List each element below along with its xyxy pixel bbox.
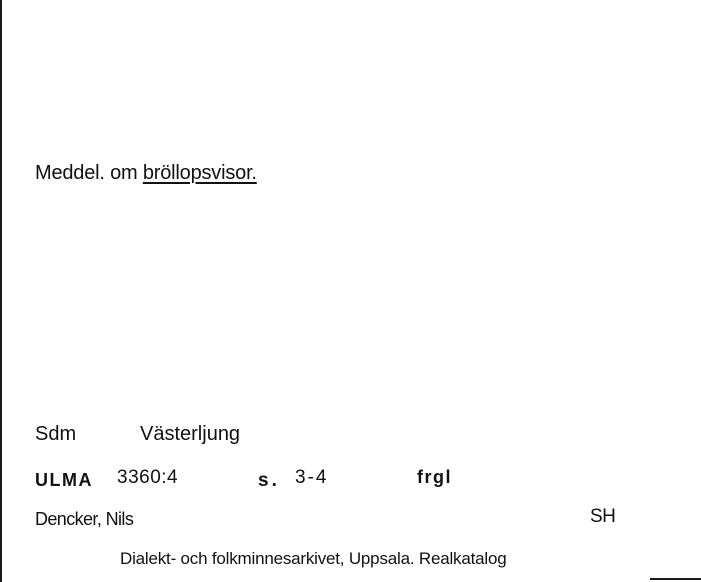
title-subject: bröllopsvisor. [142, 162, 257, 184]
archive-code: ULMA [35, 470, 93, 490]
record-type-code: frgl [417, 467, 452, 487]
cataloger-initials: SH [590, 506, 616, 527]
region-code: Sdm [35, 423, 77, 445]
parish-name: Västerljung [140, 423, 241, 445]
card-title [35, 162, 257, 185]
recorder-name: Dencker, Nils [35, 509, 134, 529]
title-prefix: Meddel. om [35, 162, 143, 184]
accession-number: 3360:4 [117, 467, 179, 488]
page-range: 3-4 [295, 467, 329, 488]
archive-footer: Dialekt- och folkminnesarkivet, Uppsala. Realkatalog [120, 549, 507, 568]
pages-label: s. [258, 470, 280, 491]
corner-rule [650, 578, 701, 580]
